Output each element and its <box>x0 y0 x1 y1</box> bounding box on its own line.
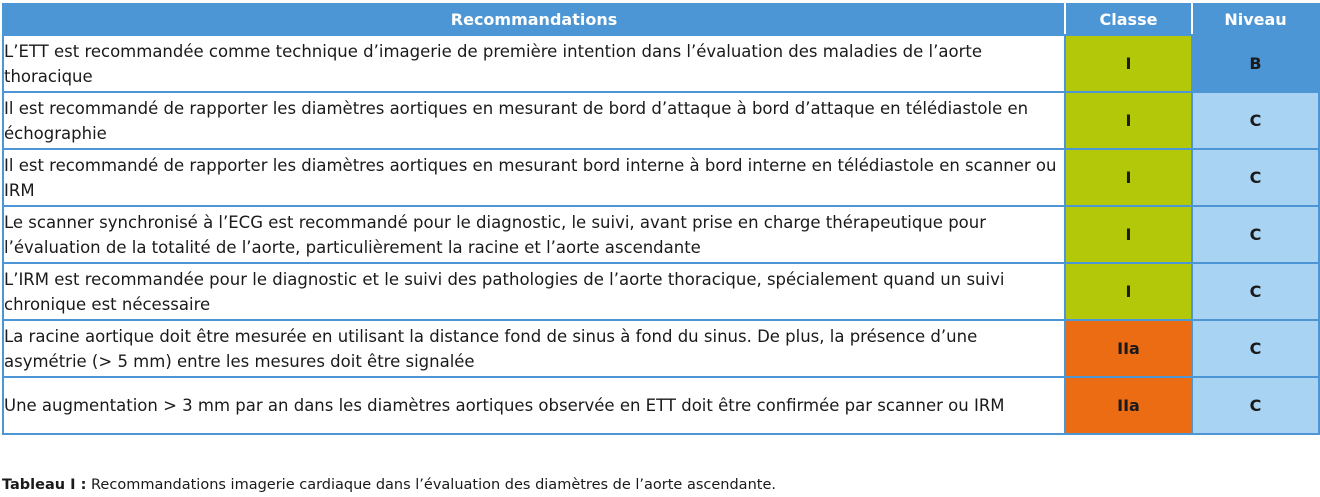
level-cell: C <box>1192 206 1319 263</box>
table-row <box>3 92 1319 149</box>
header-class: Classe <box>1065 4 1192 35</box>
level-cell: C <box>1192 149 1319 206</box>
recommendations-table <box>2 3 1320 435</box>
table-row <box>3 377 1319 434</box>
level-cell: C <box>1192 263 1319 320</box>
table-row <box>3 35 1319 92</box>
class-cell: I <box>1065 92 1192 149</box>
recommendation-text: Il est recommandé de rapporter les diamètres aortiques en mesurant de bord d’attaque à bord d’attaque en télédiastole en échographie <box>3 92 1065 149</box>
class-cell: I <box>1065 206 1192 263</box>
level-cell: C <box>1192 92 1319 149</box>
table-row <box>3 149 1319 206</box>
caption-text: Recommandations imagerie cardiaque dans l’évaluation des diamètres de l’aorte ascendante. <box>91 477 776 493</box>
class-cell: IIa <box>1065 320 1192 377</box>
class-cell: I <box>1065 149 1192 206</box>
level-cell: C <box>1192 320 1319 377</box>
recommendation-text: La racine aortique doit être mesurée en utilisant la distance fond de sinus à fond du sinus. De plus, la présence d’une asymétrie (> 5 mm) entre les mesures doit être signalée <box>3 320 1065 377</box>
table-caption <box>2 477 776 493</box>
table-body <box>3 35 1319 434</box>
recommendation-text: L’ETT est recommandée comme technique d’imagerie de première intention dans l’évaluation des maladies de l’aorte thoracique <box>3 35 1065 92</box>
level-cell: B <box>1192 35 1319 92</box>
table-row <box>3 263 1319 320</box>
caption-label: Tableau I : <box>2 477 87 493</box>
table-header-row <box>3 4 1319 35</box>
class-cell: I <box>1065 263 1192 320</box>
recommendation-text: Le scanner synchronisé à l’ECG est recommandé pour le diagnostic, le suivi, avant prise en charge thérapeutique pour l’évaluation de la totalité de l’aorte, particulièrement la racine et l’aorte ascendante <box>3 206 1065 263</box>
recommendation-text: Une augmentation > 3 mm par an dans les diamètres aortiques observée en ETT doit être confirmée par scanner ou IRM <box>3 377 1065 434</box>
table-row <box>3 206 1319 263</box>
table-row <box>3 320 1319 377</box>
class-cell: IIa <box>1065 377 1192 434</box>
recommendation-text: Il est recommandé de rapporter les diamètres aortiques en mesurant bord interne à bord interne en télédiastole en scanner ou IRM <box>3 149 1065 206</box>
class-cell: I <box>1065 35 1192 92</box>
header-level: Niveau <box>1192 4 1319 35</box>
header-recommendations: Recommandations <box>3 4 1065 35</box>
recommendation-text: L’IRM est recommandée pour le diagnostic et le suivi des pathologies de l’aorte thoracique, spécialement quand un suivi chronique est nécessaire <box>3 263 1065 320</box>
level-cell: C <box>1192 377 1319 434</box>
